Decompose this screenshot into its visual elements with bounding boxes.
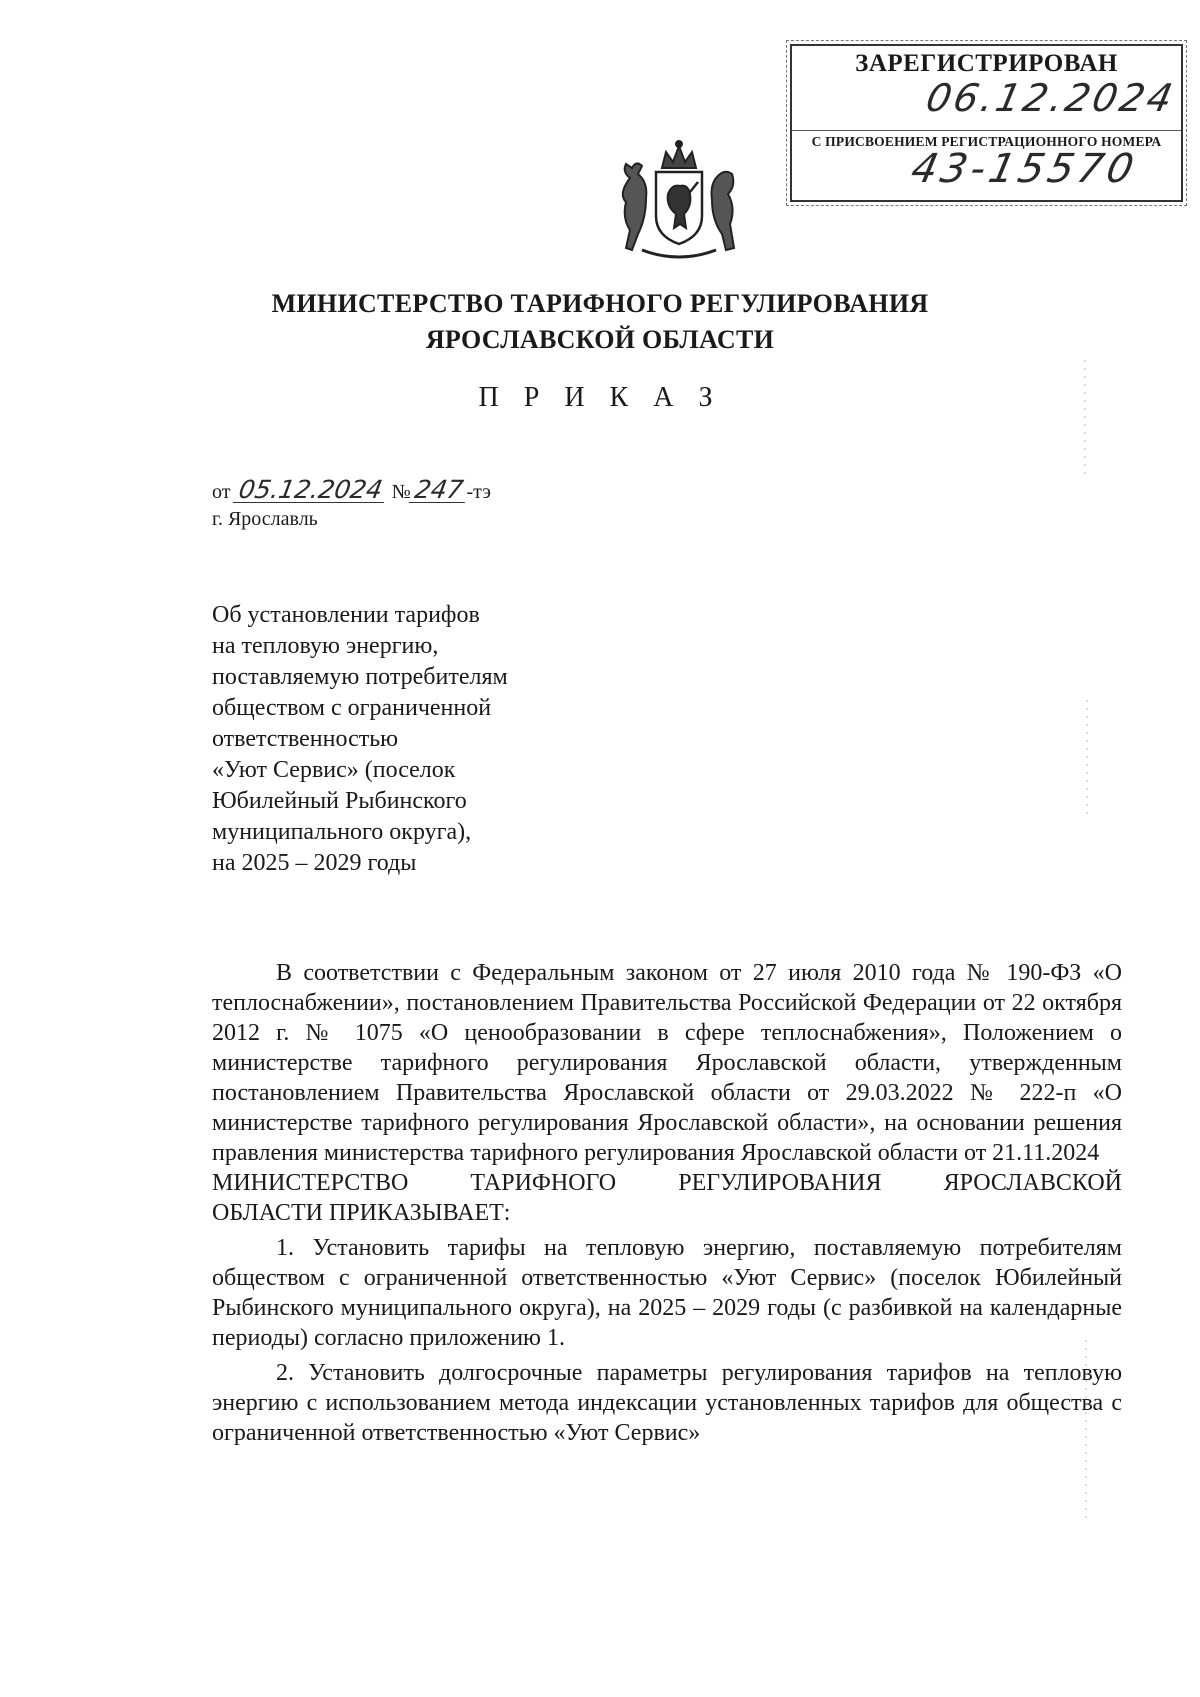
stamp-date: 06.12.2024 <box>922 76 1180 120</box>
ministry-title <box>0 286 1200 358</box>
order-number-suffix: -тэ <box>466 481 491 503</box>
order-clause-line2: ОБЛАСТИ ПРИКАЗЫВАЕТ: <box>212 1200 511 1226</box>
city: г. Ярославль <box>212 508 318 530</box>
order-date-handwritten: 05.12.2024 <box>233 478 389 503</box>
stamp-divider <box>792 130 1181 131</box>
preamble-paragraph: В соответствии с Федеральным законом от 27 июля 2010 года № 190-ФЗ «О теплоснабжении», постановлением Правительства Российской Федерации от 22 октября 2012 г. № 1075 «О ценообразовании в сфере теплоснабжения», Положением о министерстве тарифного регулирования Ярославской области, утвержденным постановлением Правительства Ярославской области от 29.03.2022 № 222-п «О министерстве тарифного регулирования Ярославской области», на основании решения правления министерства тарифного регулирования Ярославской области от 21.11.2024 <box>212 960 1122 1166</box>
stamp-caption: С ПРИСВОЕНИЕМ РЕГИСТРАЦИОННОГО НОМЕРА <box>811 134 1162 149</box>
subject-line: «Уют Сервис» (поселок <box>212 757 456 783</box>
subject-line: обществом с ограниченной <box>212 695 492 721</box>
stamp-registration-number: 43-15570 <box>907 146 1142 192</box>
order-item-2: 2. Установить долгосрочные параметры регулирования тарифов на тепловую энергию с использованием метода индексации установленных тарифов для общества с ограниченной ответственностью «Уют Сервис» <box>212 1360 1122 1446</box>
ministry-title-line1: МИНИСТЕРСТВО ТАРИФНОГО РЕГУЛИРОВАНИЯ <box>271 289 929 318</box>
scan-artifact <box>1082 360 1092 1560</box>
order-number-handwritten: 247 <box>409 478 469 503</box>
subject-line: ответственностью <box>212 726 399 752</box>
order-item-1: 1. Установить тарифы на тепловую энергию, поставляемую потребителям обществом с ограниченной ответственностью «Уют Сервис» (поселок Юбилейный Рыбинского муниципального округа), на 2025 – 2029 годы (с разбивкой на календарные периоды) согласно приложению 1. <box>212 1235 1122 1351</box>
subject-line: поставляемую потребителям <box>212 664 508 690</box>
from-prefix: от <box>212 481 231 503</box>
order-body <box>212 958 1122 1453</box>
subject-line: Юбилейный Рыбинского <box>212 788 467 814</box>
order-subject <box>212 600 572 879</box>
subject-line: Об установлении тарифов <box>212 602 480 628</box>
registration-stamp <box>790 44 1183 202</box>
document-type: П Р И К А З <box>478 382 722 413</box>
order-clause-line1: МИНИСТЕРСТВО ТАРИФНОГО РЕГУЛИРОВАНИЯ ЯРОСЛАВСКОЙ <box>212 1170 1122 1196</box>
stamp-title: ЗАРЕГИСТРИРОВАН <box>855 50 1118 77</box>
ministry-title-line2: ЯРОСЛАВСКОЙ ОБЛАСТИ <box>425 325 775 354</box>
number-sign: № <box>391 481 411 503</box>
order-meta <box>212 475 491 504</box>
subject-line: муниципального округа), <box>212 819 472 845</box>
subject-line: на тепловую энергию, <box>212 633 439 659</box>
subject-line: на 2025 – 2029 годы <box>212 850 417 876</box>
coat-of-arms-icon <box>612 138 746 266</box>
